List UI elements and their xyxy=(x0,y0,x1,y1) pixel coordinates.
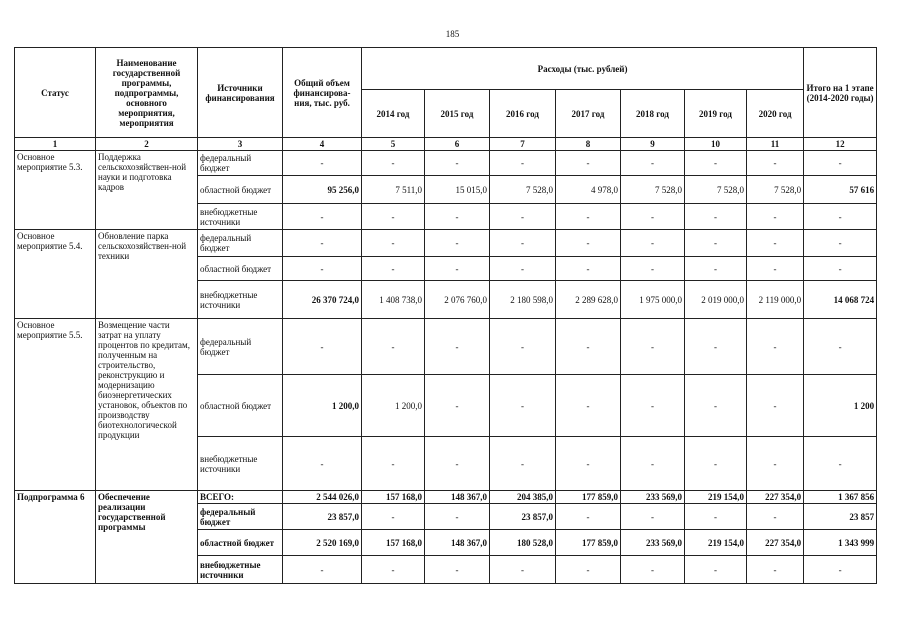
year-value-cell: - xyxy=(490,204,556,230)
itogo-cell: - xyxy=(804,204,877,230)
header-year: 2014 год xyxy=(362,90,425,138)
year-value-cell: 1 975 000,0 xyxy=(621,281,685,319)
year-value-cell: - xyxy=(490,556,556,584)
year-value-cell: - xyxy=(425,556,490,584)
year-value-cell: - xyxy=(362,504,425,530)
year-value-cell: 2 076 760,0 xyxy=(425,281,490,319)
year-value-cell: - xyxy=(425,151,490,176)
column-index: 12 xyxy=(804,138,877,151)
year-value-cell: 15 015,0 xyxy=(425,176,490,204)
year-value-cell: 1 200,0 xyxy=(362,375,425,437)
year-value-cell: 219 154,0 xyxy=(685,530,747,556)
column-index: 7 xyxy=(490,138,556,151)
financing-table xyxy=(14,47,877,584)
header-total-volume: Общий объем финансирова-ния, тыс. руб. xyxy=(283,48,362,138)
year-value-cell: - xyxy=(747,504,804,530)
header-year: 2015 год xyxy=(425,90,490,138)
column-index: 2 xyxy=(96,138,198,151)
column-index: 6 xyxy=(425,138,490,151)
year-value-cell: 180 528,0 xyxy=(490,530,556,556)
year-value-cell: 157 168,0 xyxy=(362,491,425,504)
total-volume-cell: 95 256,0 xyxy=(283,176,362,204)
total-volume-cell: - xyxy=(283,204,362,230)
itogo-cell: 23 857 xyxy=(804,504,877,530)
source-cell: федеральный бюджет xyxy=(198,504,283,530)
total-volume-cell: - xyxy=(283,257,362,281)
year-value-cell: - xyxy=(747,204,804,230)
year-value-cell: - xyxy=(556,319,621,375)
year-value-cell: - xyxy=(362,556,425,584)
source-cell: областной бюджет xyxy=(198,176,283,204)
status-cell: Основное мероприятие 5.3. xyxy=(15,151,96,230)
year-value-cell: - xyxy=(490,375,556,437)
year-value-cell: 227 354,0 xyxy=(747,491,804,504)
year-value-cell: - xyxy=(362,230,425,257)
column-index: 9 xyxy=(621,138,685,151)
header-sources: Источники финансирования xyxy=(198,48,283,138)
year-value-cell: 1 408 738,0 xyxy=(362,281,425,319)
name-cell: Обновление парка сельскохозяйствен-ной техники xyxy=(96,230,198,319)
year-value-cell: - xyxy=(425,437,490,491)
year-value-cell: - xyxy=(425,204,490,230)
column-index: 11 xyxy=(747,138,804,151)
year-value-cell: 23 857,0 xyxy=(490,504,556,530)
source-cell: внебюджетные источники xyxy=(198,437,283,491)
total-volume-cell: 26 370 724,0 xyxy=(283,281,362,319)
year-value-cell: 7 528,0 xyxy=(490,176,556,204)
year-value-cell: - xyxy=(747,375,804,437)
year-value-cell: 2 119 000,0 xyxy=(747,281,804,319)
year-value-cell: 7 511,0 xyxy=(362,176,425,204)
year-value-cell: - xyxy=(685,319,747,375)
year-value-cell: - xyxy=(490,319,556,375)
name-cell: Поддержка сельскохозяйствен-ной науки и подготовка кадров xyxy=(96,151,198,230)
year-value-cell: - xyxy=(556,257,621,281)
year-value-cell: 177 859,0 xyxy=(556,491,621,504)
year-value-cell: - xyxy=(362,204,425,230)
itogo-cell: 14 068 724 xyxy=(804,281,877,319)
year-value-cell: - xyxy=(556,504,621,530)
total-volume-cell: 2 520 169,0 xyxy=(283,530,362,556)
table-row xyxy=(15,230,877,257)
table-body xyxy=(15,151,877,584)
year-value-cell: - xyxy=(685,230,747,257)
year-value-cell: 2 180 598,0 xyxy=(490,281,556,319)
year-value-cell: - xyxy=(621,151,685,176)
total-volume-cell: - xyxy=(283,556,362,584)
year-value-cell: - xyxy=(685,556,747,584)
source-cell: областной бюджет xyxy=(198,375,283,437)
year-value-cell: - xyxy=(556,151,621,176)
itogo-cell: - xyxy=(804,257,877,281)
year-value-cell: - xyxy=(490,151,556,176)
itogo-cell: 57 616 xyxy=(804,176,877,204)
year-value-cell: - xyxy=(362,319,425,375)
source-cell: областной бюджет xyxy=(198,530,283,556)
itogo-cell: 1 200 xyxy=(804,375,877,437)
year-value-cell: - xyxy=(685,257,747,281)
year-value-cell: - xyxy=(747,437,804,491)
header-status: Статус xyxy=(15,48,96,138)
total-volume-cell: - xyxy=(283,319,362,375)
page-number: 185 xyxy=(445,29,460,39)
year-value-cell: - xyxy=(685,504,747,530)
header-name: Наименование государственной программы, подпрограммы, основного мероприятия, мероприятия xyxy=(96,48,198,138)
year-value-cell: 2 289 628,0 xyxy=(556,281,621,319)
itogo-cell: - xyxy=(804,151,877,176)
year-value-cell: - xyxy=(362,257,425,281)
year-value-cell: - xyxy=(685,151,747,176)
year-value-cell: 148 367,0 xyxy=(425,491,490,504)
year-value-cell: 219 154,0 xyxy=(685,491,747,504)
source-cell: внебюджетные источники xyxy=(198,281,283,319)
year-value-cell: 233 569,0 xyxy=(621,530,685,556)
year-value-cell: 4 978,0 xyxy=(556,176,621,204)
year-value-cell: - xyxy=(362,437,425,491)
year-value-cell: - xyxy=(621,556,685,584)
header-itogo: Итого на 1 этапе (2014-2020 годы) xyxy=(804,48,877,138)
total-volume-cell: 23 857,0 xyxy=(283,504,362,530)
table-row xyxy=(15,491,877,504)
year-value-cell: - xyxy=(556,230,621,257)
year-value-cell: - xyxy=(621,230,685,257)
column-index: 1 xyxy=(15,138,96,151)
header-year: 2017 год xyxy=(556,90,621,138)
total-volume-cell: 2 544 026,0 xyxy=(283,491,362,504)
table-row xyxy=(15,151,877,176)
source-cell: федеральный бюджет xyxy=(198,230,283,257)
column-index: 8 xyxy=(556,138,621,151)
source-cell: ВСЕГО: xyxy=(198,491,283,504)
total-volume-cell: 1 200,0 xyxy=(283,375,362,437)
year-value-cell: - xyxy=(425,319,490,375)
year-value-cell: 2 019 000,0 xyxy=(685,281,747,319)
year-value-cell: - xyxy=(747,319,804,375)
year-value-cell: - xyxy=(556,556,621,584)
year-value-cell: - xyxy=(747,230,804,257)
year-value-cell: - xyxy=(747,556,804,584)
itogo-cell: - xyxy=(804,437,877,491)
itogo-cell: 1 343 999 xyxy=(804,530,877,556)
itogo-cell: - xyxy=(804,319,877,375)
status-cell: Основное мероприятие 5.5. xyxy=(15,319,96,491)
column-index: 5 xyxy=(362,138,425,151)
year-value-cell: - xyxy=(425,230,490,257)
itogo-cell: - xyxy=(804,230,877,257)
column-index: 3 xyxy=(198,138,283,151)
source-cell: внебюджетные источники xyxy=(198,204,283,230)
year-value-cell: - xyxy=(621,437,685,491)
itogo-cell: 1 367 856 xyxy=(804,491,877,504)
source-cell: внебюджетные источники xyxy=(198,556,283,584)
year-value-cell: - xyxy=(621,204,685,230)
year-value-cell: - xyxy=(747,151,804,176)
year-value-cell: 148 367,0 xyxy=(425,530,490,556)
source-cell: федеральный бюджет xyxy=(198,151,283,176)
year-value-cell: - xyxy=(425,375,490,437)
year-value-cell: - xyxy=(621,257,685,281)
year-value-cell: 204 385,0 xyxy=(490,491,556,504)
year-value-cell: - xyxy=(556,437,621,491)
year-value-cell: - xyxy=(621,319,685,375)
year-value-cell: - xyxy=(556,204,621,230)
year-value-cell: - xyxy=(685,204,747,230)
header-year: 2018 год xyxy=(621,90,685,138)
header-year: 2020 год xyxy=(747,90,804,138)
year-value-cell: - xyxy=(490,230,556,257)
year-value-cell: - xyxy=(621,504,685,530)
year-value-cell: - xyxy=(490,257,556,281)
name-cell: Обеспечение реализации государственной программы xyxy=(96,491,198,584)
year-value-cell: - xyxy=(362,151,425,176)
header-year: 2019 год xyxy=(685,90,747,138)
year-value-cell: - xyxy=(425,257,490,281)
header-expenses: Расходы (тыс. рублей) xyxy=(362,48,804,90)
year-value-cell: - xyxy=(425,504,490,530)
table-row xyxy=(15,319,877,375)
year-value-cell: - xyxy=(556,375,621,437)
year-value-cell: 227 354,0 xyxy=(747,530,804,556)
year-value-cell: - xyxy=(747,257,804,281)
header-year: 2016 год xyxy=(490,90,556,138)
source-cell: федеральный бюджет xyxy=(198,319,283,375)
year-value-cell: 7 528,0 xyxy=(621,176,685,204)
itogo-cell: - xyxy=(804,556,877,584)
year-value-cell: - xyxy=(685,375,747,437)
year-value-cell: - xyxy=(685,437,747,491)
year-value-cell: - xyxy=(490,437,556,491)
status-cell: Основное мероприятие 5.4. xyxy=(15,230,96,319)
year-value-cell: 157 168,0 xyxy=(362,530,425,556)
year-value-cell: - xyxy=(621,375,685,437)
year-value-cell: 233 569,0 xyxy=(621,491,685,504)
column-index: 10 xyxy=(685,138,747,151)
total-volume-cell: - xyxy=(283,151,362,176)
year-value-cell: 7 528,0 xyxy=(747,176,804,204)
name-cell: Возмещение части затрат на уплату процентов по кредитам, полученным на строительство, реконструкцию и модернизацию биоэнергетических установок, объектов по производству биотехнологической продукции xyxy=(96,319,198,491)
year-value-cell: 177 859,0 xyxy=(556,530,621,556)
total-volume-cell: - xyxy=(283,230,362,257)
source-cell: областной бюджет xyxy=(198,257,283,281)
column-index: 4 xyxy=(283,138,362,151)
year-value-cell: 7 528,0 xyxy=(685,176,747,204)
total-volume-cell: - xyxy=(283,437,362,491)
status-cell: Подпрограмма 6 xyxy=(15,491,96,584)
